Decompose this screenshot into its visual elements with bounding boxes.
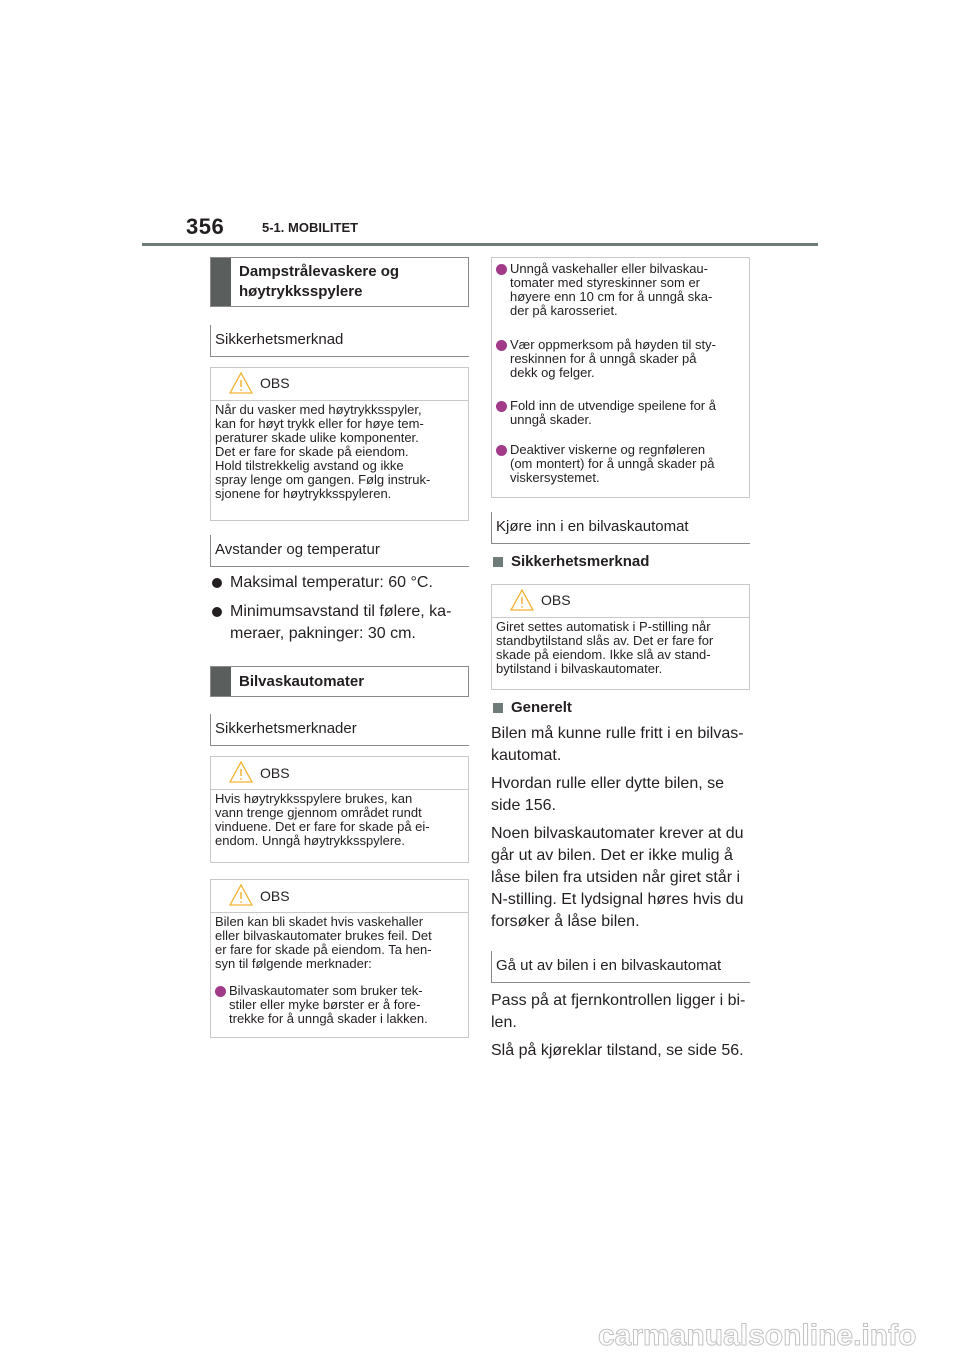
obs-line: syn til følgende merknader: xyxy=(215,956,372,971)
obs-text xyxy=(215,403,462,501)
title-line-2: høytrykksspylere xyxy=(239,283,363,300)
obs-box-1 xyxy=(210,367,469,521)
paragraph-ga-ut xyxy=(491,990,753,1062)
bullet-line: der på karosseriet. xyxy=(510,303,618,318)
bullet-line: tomater med styreskinner som er xyxy=(510,275,701,290)
title-bar xyxy=(211,258,231,306)
obs-line: Når du vasker med høytrykksspyler, xyxy=(215,402,422,417)
obs-line: vinduene. Det er fare for skade på ei- xyxy=(215,819,430,834)
obs-line: standbytilstand slås av. Det er fare for xyxy=(496,633,714,648)
title-bar xyxy=(211,667,231,696)
subheading-label: Avstander og temperatur xyxy=(215,541,380,558)
bullet-line: Deaktiver viskerne og regnføleren xyxy=(510,442,706,457)
subheading-avstander xyxy=(210,535,469,567)
bullet-line: Fold inn de utvendige speilene for å xyxy=(510,398,716,413)
title-line-1: Dampstrålevaskere og xyxy=(239,263,400,280)
subheading-label: Kjøre inn i en bilvaskautomat xyxy=(496,518,689,535)
bullet-maksimal-temperatur xyxy=(212,572,469,594)
obs-header xyxy=(211,880,468,913)
bullet-line: unngå skader. xyxy=(510,412,592,427)
bullet-text xyxy=(510,399,743,427)
paragraph-line: låse bilen fra utsiden når giret står i xyxy=(491,869,741,886)
bullet-line: viskersystemet. xyxy=(510,470,600,485)
obs-label: OBS xyxy=(260,765,290,781)
subheading-ga-ut xyxy=(491,951,750,983)
watermark-text: carmanualsonline.info xyxy=(598,1319,917,1352)
header-rule xyxy=(142,243,818,246)
title-line: Bilvaskautomater xyxy=(239,673,365,690)
obs-line: eller bilvaskautomater brukes feil. Det xyxy=(215,928,432,943)
obs-label: OBS xyxy=(260,375,290,391)
page-number: 356 xyxy=(186,214,225,239)
bullet-minimumsavstand xyxy=(212,601,469,645)
subheading-label: Sikkerhetsmerknader xyxy=(215,720,357,737)
obs-line: vann trenge gjennom området rundt xyxy=(215,805,422,820)
obs-line: endom. Unngå høytrykksspylere. xyxy=(215,833,406,848)
obs-header xyxy=(211,757,468,790)
bullet-text xyxy=(510,338,743,380)
obs-continuation-box xyxy=(491,257,750,498)
obs-text xyxy=(215,915,462,971)
obs-bullet xyxy=(215,984,462,1032)
heading-text: Generelt xyxy=(511,699,572,716)
bullet-dot xyxy=(496,401,507,412)
cont-bullet-3 xyxy=(496,399,743,429)
obs-label: OBS xyxy=(541,592,571,608)
bullet-line: trekke for å unngå skader i lakken. xyxy=(229,1011,428,1026)
paragraph-line: len. xyxy=(491,1014,517,1031)
bullet-text xyxy=(230,601,460,645)
bullet-text xyxy=(229,984,462,1026)
heading-generelt xyxy=(493,699,750,719)
obs-line: Giret settes automatisk i P-stilling når xyxy=(496,619,711,634)
obs-line: Det er fare for skade på eiendom. xyxy=(215,444,409,459)
obs-box-3 xyxy=(210,879,469,1038)
subheading-sikkerhetsmerknader xyxy=(210,714,469,746)
paragraph-line: Pass på at fjernkontrollen ligger i bi- xyxy=(491,992,746,1009)
paragraph-line: forsøker å låse bilen. xyxy=(491,913,640,930)
bullet-line: (om montert) for å unngå skader på xyxy=(510,456,715,471)
obs-box-4 xyxy=(491,584,750,690)
obs-line: Bilen kan bli skadet hvis vaskehaller xyxy=(215,914,424,929)
paragraph-line: N-stilling. Et lydsignal høres hvis du xyxy=(491,891,744,908)
subheading-sikkerhetsmerknad xyxy=(210,325,469,357)
subheading-label: Gå ut av bilen i en bilvaskautomat xyxy=(496,957,722,974)
obs-line: spray lenge om gangen. Følg instruk- xyxy=(215,472,431,487)
bullet-dot xyxy=(496,445,507,456)
title-box-bilvaskautomater xyxy=(210,666,469,697)
bullet-line: Unngå vaskehaller eller bilvaskau- xyxy=(510,261,708,276)
warning-icon xyxy=(229,761,253,783)
square-bullet xyxy=(493,557,503,567)
obs-line: er fare for skade på eiendom. Ta hen- xyxy=(215,942,432,957)
square-bullet xyxy=(493,703,503,713)
cont-bullet-4 xyxy=(496,443,743,487)
heading-sikkerhetsmerknad xyxy=(493,553,750,573)
bullet-dot xyxy=(215,986,226,997)
section-title: 5-1. MOBILITET xyxy=(262,220,359,235)
obs-box-2 xyxy=(210,756,469,863)
obs-text xyxy=(215,792,462,848)
paragraph-line: Slå på kjøreklar tilstand, se side 56. xyxy=(491,1042,744,1059)
subheading-label: Sikkerhetsmerknad xyxy=(215,331,344,348)
paragraph-line: kautomat. xyxy=(491,747,562,764)
obs-line: Hold tilstrekkelig avstand og ikke xyxy=(215,458,404,473)
paragraph-generelt xyxy=(491,723,753,933)
warning-icon xyxy=(229,884,253,906)
obs-line: sjonene for høytrykksspyleren. xyxy=(215,486,392,501)
bullet-dot xyxy=(496,264,507,275)
obs-line: kan for høyt trykk eller for høye tem- xyxy=(215,416,424,431)
paragraph-line: Noen bilvaskautomater krever at du xyxy=(491,825,744,842)
warning-icon xyxy=(510,589,534,611)
obs-label: OBS xyxy=(260,888,290,904)
obs-header xyxy=(211,368,468,401)
bullet-line: høyere enn 10 cm for å unngå ska- xyxy=(510,289,713,304)
obs-line: peraturer skade ulike komponenter. xyxy=(215,430,419,445)
paragraph-line: Bilen må kunne rulle fritt i en bilvas- xyxy=(491,725,744,742)
watermark xyxy=(598,1317,950,1353)
paragraph-line: går ut av bilen. Det er ikke mulig å xyxy=(491,847,733,864)
cont-bullet-2 xyxy=(496,338,743,382)
bullet-line: stiler eller myke børster er å fore- xyxy=(229,997,421,1012)
bullet-line: reskinnen for å unngå skader på xyxy=(510,351,697,366)
paragraph-line: Hvordan rulle eller dytte bilen, se xyxy=(491,775,725,792)
bullet-dot xyxy=(212,578,222,588)
warning-icon xyxy=(229,372,253,394)
bullet-line: meraer, pakninger: 30 cm. xyxy=(230,625,416,642)
bullet-line: Bilvaskautomater som bruker tek- xyxy=(229,983,423,998)
bullet-dot xyxy=(212,607,222,617)
obs-text xyxy=(496,620,743,676)
bullet-text: Maksimal temperatur: 60 °C. xyxy=(230,574,433,591)
bullet-line: dekk og felger. xyxy=(510,365,595,380)
bullet-dot xyxy=(496,340,507,351)
heading-text: Sikkerhetsmerknad xyxy=(511,553,650,570)
obs-line: Hvis høytrykksspylere brukes, kan xyxy=(215,791,413,806)
obs-header xyxy=(492,585,749,618)
obs-line: skade på eiendom. Ikke slå av stand- xyxy=(496,647,711,662)
cont-bullet-1 xyxy=(496,262,743,320)
subheading-kjore-inn xyxy=(491,512,750,544)
bullet-text xyxy=(510,262,743,318)
obs-line: bytilstand i bilvaskautomater. xyxy=(496,661,663,676)
bullet-line: Vær oppmerksom på høyden til sty- xyxy=(510,337,716,352)
bullet-line: Minimumsavstand til følere, ka- xyxy=(230,603,452,620)
title-box-dampstraalevaskere xyxy=(210,257,469,307)
paragraph-line: side 156. xyxy=(491,797,556,814)
bullet-text xyxy=(510,443,743,485)
